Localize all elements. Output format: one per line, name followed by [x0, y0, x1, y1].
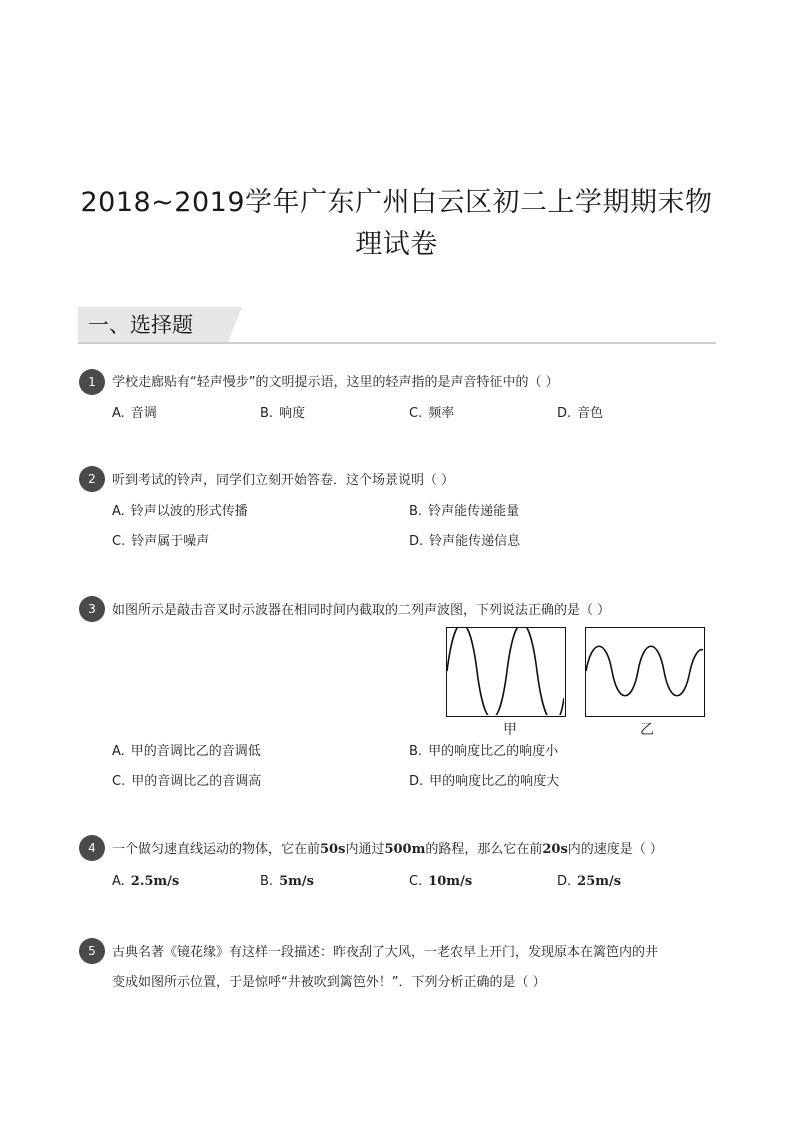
waveform-jia-line [447, 628, 564, 715]
option-c: C. 频率 [409, 406, 455, 421]
section-title: 一、选择题 [88, 313, 193, 337]
option-a: A. 音调 [112, 406, 157, 421]
waveform-yi-graph [586, 628, 703, 715]
question-stem: 听到考试的铃声，同学们立刻开始答卷．这个场景说明（ ） [112, 473, 455, 488]
option-c: C. 10m/s [409, 874, 473, 889]
section-tab-slant [228, 307, 242, 342]
question-number-badge: 3 [79, 596, 105, 622]
section-divider [78, 342, 716, 344]
waveform-jia-graph [447, 628, 564, 715]
question-stem-line-1: 古典名著《镜花缘》有这样一段描述：昨夜刮了大风，一老农早上开门，发现原本在篱笆内的井 [112, 945, 659, 960]
question-number-badge: 1 [79, 369, 105, 395]
option-d: D. 音色 [557, 406, 604, 421]
option-b: B. 响度 [260, 406, 306, 421]
option-b: B. 5m/s [260, 874, 314, 889]
option-a: A. 甲的音调比乙的音调低 [112, 744, 261, 759]
question-stem-line-2: 变成如图所示位置，于是惊呼“井被吹到篱笆外！”．下列分析正确的是（ ） [112, 975, 546, 990]
option-b: B. 铃声能传递能量 [409, 504, 520, 519]
option-d: D. 25m/s [557, 874, 622, 889]
waveform-yi-line [586, 646, 703, 696]
paper-title [80, 182, 713, 266]
waveform-label-yi: 乙 [640, 722, 654, 738]
waveform-label-jia: 甲 [503, 722, 517, 738]
option-a: A. 铃声以波的形式传播 [112, 504, 248, 519]
option-a: A. 2.5m/s [112, 874, 180, 889]
option-c: C. 甲的音调比乙的音调高 [112, 774, 262, 789]
waveform-yi [585, 627, 705, 717]
question-number-badge: 5 [79, 938, 105, 964]
option-d: D. 甲的响度比乙的响度大 [409, 774, 560, 789]
waveform-jia [446, 627, 566, 717]
option-c: C. 铃声属于噪声 [112, 534, 210, 549]
option-d: D. 铃声能传递信息 [409, 534, 521, 549]
question-stem: 一个做匀速直线运动的物体，它在前50s内通过500m的路程，那么它在前20s内的速度是（ ） [112, 842, 663, 857]
question-stem: 如图所示是敲击音叉时示波器在相同时间内截取的二列声波图，下列说法正确的是（ ） [112, 603, 611, 618]
paper-title-line-1: 2018~2019学年广东广州白云区初二上学期期末物 [80, 187, 713, 218]
section-header [78, 307, 716, 344]
option-b: B. 甲的响度比乙的响度小 [409, 744, 559, 759]
paper-title-line-2: 理试卷 [355, 229, 438, 260]
question-number-badge: 2 [79, 466, 105, 492]
question-number-badge: 4 [79, 835, 105, 861]
question-stem: 学校走廊贴有“轻声慢步”的文明提示语，这里的轻声指的是声音特征中的（ ） [112, 375, 559, 390]
